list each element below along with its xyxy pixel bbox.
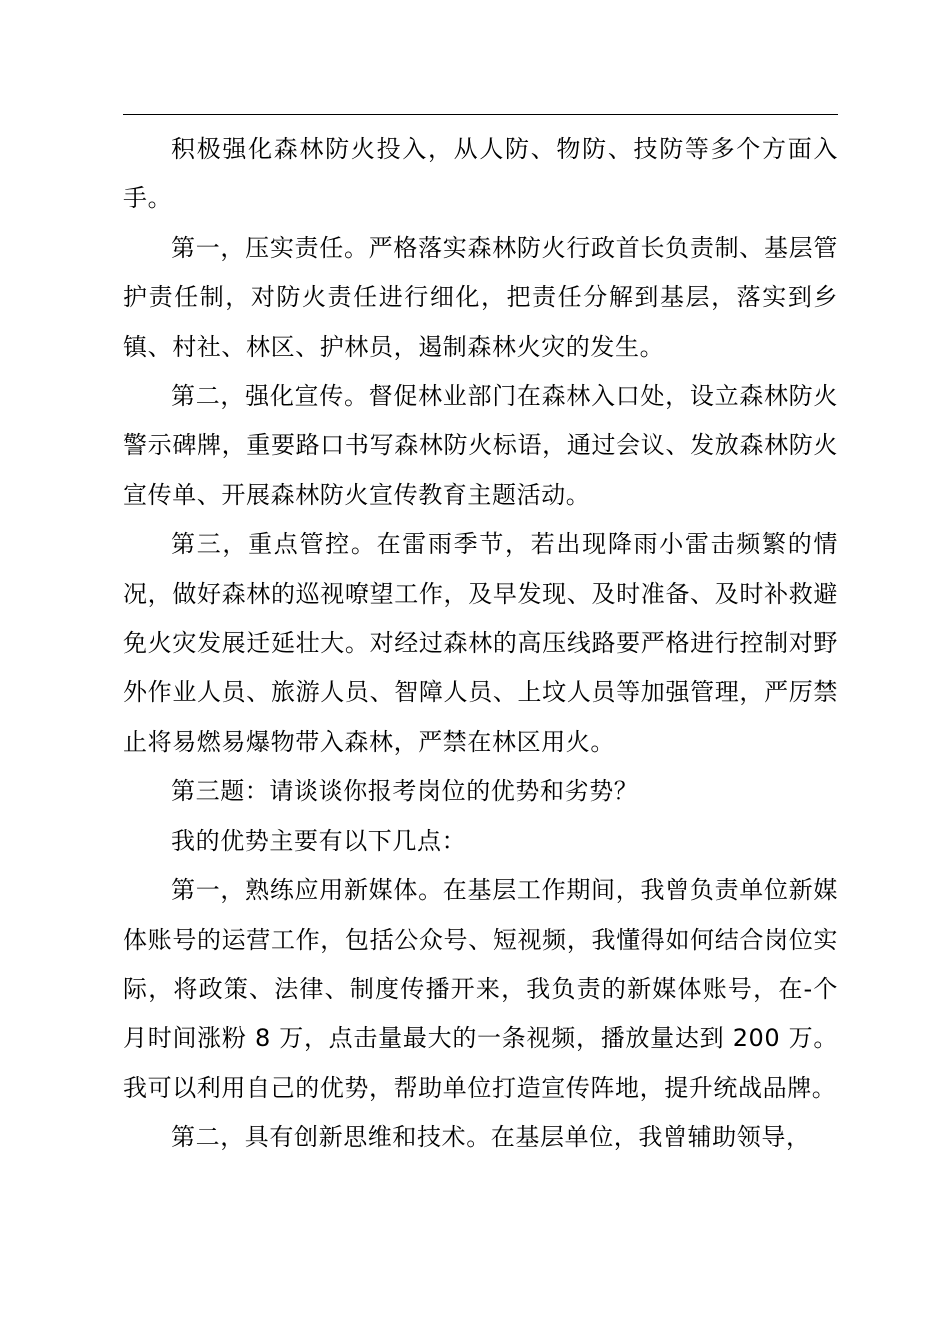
paragraph-advantages-intro: 我的优势主要有以下几点： [171,826,467,855]
header-rule [123,114,838,115]
paragraph-responsibility: 第一，压实责任。严格落实森林防火行政首长负责制、基层管护责任制，对防火责任进行细化，把责任分解到基层，落实到乡镇、村社、林区、护林员，遏制森林火灾的发生。 [123,233,838,361]
paragraph-new-media: 第一，熟练应用新媒体。在基层工作期间，我曾负责单位新媒体账号的运营工作，包括公众号、短视频，我懂得如何结合岗位实际，将政策、法律、制度传播开来，我负责的新媒体账号，在-个月时间涨粉 8 万，点击量最大的一条视频，播放量达到 200 万。我可以利用自己的优势，帮助单位打造宣传阵地，提升统战品牌。 [123,876,838,1102]
body-text [123,125,838,1163]
paragraph-intro: 积极强化森林防火投入，从人防、物防、技防等多个方面入手。 [123,135,838,213]
question-heading: 第三题：请谈谈你报考岗位的优势和劣势？ [171,777,639,806]
paragraph-innovation: 第二，具有创新思维和技术。在基层单位，我曾辅助领导， [171,1123,811,1152]
paragraph-control: 第三，重点管控。在雷雨季节，若出现降雨小雷击频繁的情况，做好森林的巡视嘹望工作，及早发现、及时准备、及时补救避免火灾发展迁延壮大。对经过森林的高压线路要严格进行控制对野外作业人员、旅游人员、智障人员、上坟人员等加强管理，严厉禁止将易燃易爆物带入森林，严禁在林区用火。 [123,530,838,756]
paragraph-publicity: 第二，强化宣传。督促林业部门在森林入口处，设立森林防火警示碑牌，重要路口书写森林防火标语，通过会议、发放森林防火宣传单、开展森林防火宣传教育主题活动。 [123,382,838,509]
